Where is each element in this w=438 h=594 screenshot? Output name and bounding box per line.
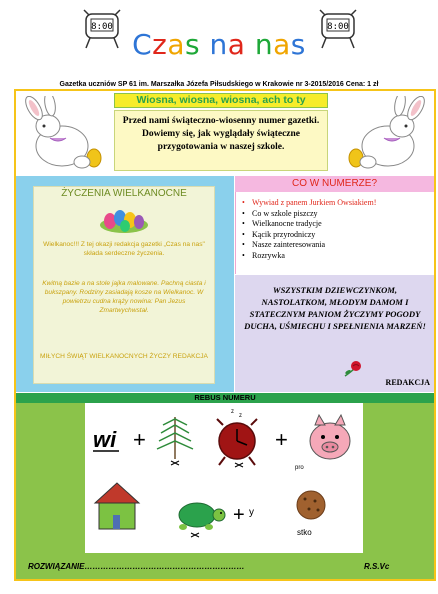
newspaper-title: Czas na nas [132,28,306,61]
pig-label: pro [295,465,304,471]
contents-item: • Nasze zainteresowania [242,240,428,251]
rebus-letter: y [249,507,254,518]
rebus-header: REBUS NUMERU [16,393,434,403]
headline-banner: Wiosna, wiosna, wiosna, ach to ty [114,93,328,108]
contents-header: CO W NUMERZE? [235,176,434,192]
contents-item: • Wywiad z panem Jurkiem Owsiakiem! [242,198,428,209]
wishes-closing: MIŁYCH ŚWIĄT WIELKANOCNYCH ŻYCZY REDAKCJA [40,353,208,360]
greetings-text: WSZYSTKIM DZIEWCZYNKOM, NASTOLATKOM, MŁODYM DAMOM I STATECZNYM PANIOM ŻYCZYMY POGODY DUCHA, UŚMIECHU I SPEŁNIENIA MARZEŃ! [244,285,426,331]
strike-mark [191,533,199,537]
contents-list [242,198,428,261]
clock-sound: z [239,413,242,419]
rebus-answer: ROZWIĄZANIE…………………………………………………… [28,562,245,571]
greetings-signature: REDAKCJA [385,378,430,387]
clock-left-time: 8:00 [91,22,113,32]
contents-item: • Rozrywka [242,251,428,262]
plus-sign: + [133,427,146,452]
house-icon [95,483,139,529]
wishes-title: ŻYCZENIA WIELKANOCNE [61,188,187,199]
easter-bunny-icon [20,96,112,172]
contents-item: • Kącik przyrodniczy [242,230,428,241]
rebus-puzzle [85,403,363,553]
rebus-signature: R.S.Vc [364,562,390,571]
easter-eggs-icon [96,205,152,235]
pig-icon [310,415,350,459]
wishes-poem: Kwitną bazie a na stole jajka malowane. Pachną ciasta i bukszpany. Rodziny zasiadają kosze na Wielkanoc. W powietrzu cudna krąży nowina: Pan Jezus Zmartwychwstał. [42,280,206,314]
easter-bunny-icon [338,96,430,172]
clock-right-time: 8:00 [327,22,349,32]
intro-text: Przed nami świąteczno-wiosenny numer gazetki. Dowiemy się, jak wyglądały świąteczne przygotowania w naszej szkole. [114,110,328,171]
newspaper-subtitle: Gazetka uczniów SP 61 im. Marszałka Józefa Piłsudskiego w Krakowie nr 3-2015/2016 Cena: 1 zł [59,81,379,88]
alarm-clock-icon [217,419,257,465]
wishes-paragraph: Wielkanoc!!! Z tej okazji redakcja gazetki „Czas na nas" składa serdeczne życzenia. [43,241,205,257]
rose-icon [342,360,362,378]
plus-sign: + [275,427,288,452]
plus-sign: + [233,504,245,526]
strike-mark [171,461,179,465]
rebus-syllable: wi [93,427,117,452]
pine-tree-icon [157,417,193,459]
strike-mark [235,463,243,467]
turtle-icon [179,503,225,530]
cookie-label: stko [297,528,312,537]
clock-sound: z [231,409,234,415]
contents-item: • Wielkanocne tradycje [242,219,428,230]
contents-item: • Co w szkole piszczy [242,209,428,220]
cookie-icon [297,491,325,519]
